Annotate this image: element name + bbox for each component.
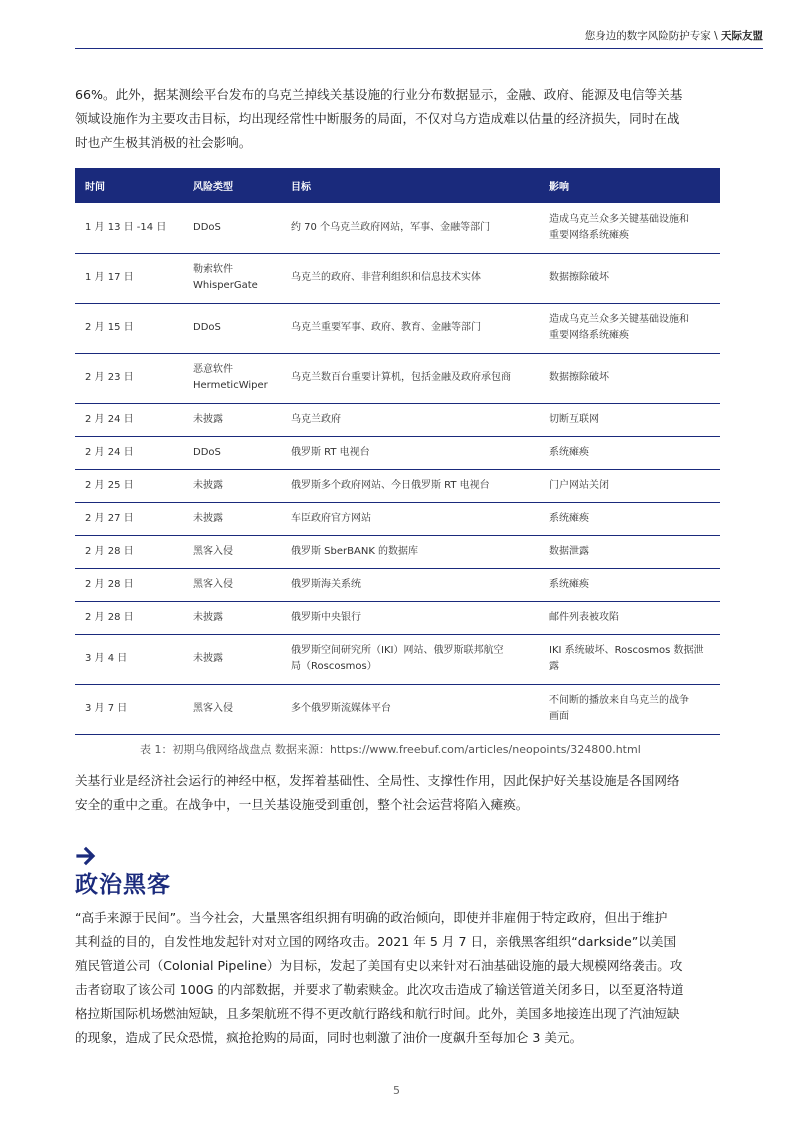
cell-date: 1 月 13 日 -14 日: [75, 203, 183, 253]
cell-date: 2 月 28 日: [75, 601, 183, 634]
cell-impact: [539, 469, 720, 502]
cell-impact: [539, 253, 720, 303]
table-row: [75, 403, 720, 436]
cell-line: 乌克兰政府: [291, 413, 341, 425]
cell-risk-type: [183, 535, 281, 568]
cell-risk-type: [183, 502, 281, 535]
cell-risk-type: [183, 436, 281, 469]
table-caption: 表 1：初期乌俄网络战盘点 数据来源：https://www.freebuf.com/articles/neopoints/324800.html: [140, 743, 641, 756]
cell-date: 2 月 28 日: [75, 535, 183, 568]
cell-line: 俄罗斯海关系统: [291, 578, 361, 590]
cell-risk-type: [183, 253, 281, 303]
cell-line: HermeticWiper: [193, 380, 268, 391]
cell-date: 2 月 15 日: [75, 303, 183, 353]
cell-date: 2 月 25 日: [75, 469, 183, 502]
cell-line: 俄罗斯中央银行: [291, 611, 361, 623]
cell-impact: [539, 634, 720, 684]
cell-line: 未披露: [193, 479, 223, 491]
cell-target: [281, 535, 539, 568]
cell-impact: [539, 203, 720, 253]
cell-date: 2 月 27 日: [75, 502, 183, 535]
section-line: 格拉斯国际机场燃油短缺，且多架航班不得不更改航行路线和航行时间。此外，美国多地接连出现了汽油短缺: [75, 1006, 680, 1021]
intro-line: 领域设施作为主要攻击目标，均出现经常性中断服务的局面，不仅对乌方造成难以估量的经济损失，同时在战: [75, 111, 680, 126]
section-line: 的现象，造成了民众恐慌，疯抢抢购的局面，同时也刺激了油价一度飙升至每加仑 3 美元。: [75, 1030, 583, 1045]
cell-line: 重要网络系统瘫痪: [549, 330, 629, 341]
cell-line: 门户网站关闭: [549, 479, 609, 491]
cell-target: [281, 253, 539, 303]
table-row: [75, 303, 720, 353]
cell-impact: [539, 684, 720, 734]
intro-line: 66%。此外，据某测绘平台发布的乌克兰掉线关基设施的行业分布数据显示，金融、政府、能源及电信等关基: [75, 87, 683, 102]
cell-line: 数据泄露: [549, 545, 589, 557]
cell-target: [281, 469, 539, 502]
header-divider: [75, 48, 763, 49]
cell-line: 未披露: [193, 653, 223, 664]
cell-line: 系统瘫痪: [549, 446, 589, 458]
cell-target: [281, 203, 539, 253]
cell-impact: [539, 535, 720, 568]
table-row: [75, 601, 720, 634]
cell-risk-type: [183, 353, 281, 403]
cell-target: [281, 353, 539, 403]
cell-date: 2 月 24 日: [75, 403, 183, 436]
cell-line: 车臣政府官方网站: [291, 512, 371, 524]
cell-line: 未披露: [193, 413, 223, 425]
cell-line: 系统瘫痪: [549, 578, 589, 590]
section-line: “高手来源于民间”。当今社会，大量黑客组织拥有明确的政治倾向，即使并非雇佣于特定政府，但出于维护: [75, 910, 668, 925]
header-brand: 天际友盟: [721, 30, 763, 42]
cell-line: 未披露: [193, 611, 223, 623]
table-row: [75, 203, 720, 253]
cell-line: 露: [549, 661, 559, 672]
cell-target: [281, 502, 539, 535]
cell-line: 乌克兰的政府、非营利组织和信息技术实体: [291, 272, 481, 283]
table-row: [75, 535, 720, 568]
cell-line: 乌克兰重要军事、政府、教育、金融等部门: [291, 322, 481, 333]
cell-line: 俄罗斯 SberBANK 的数据库: [291, 545, 419, 557]
table-row: [75, 634, 720, 684]
section-line: 其利益的目的，自发性地发起针对对立国的网络攻击。2021 年 5 月 7 日，亲俄黑客组织“darkside”以美国: [75, 934, 677, 949]
cell-line: 恶意软件: [193, 364, 233, 375]
cell-line: DDoS: [193, 322, 221, 333]
cell-line: 乌克兰数百台重要计算机，包括金融及政府承包商: [291, 372, 511, 383]
cell-impact: [539, 436, 720, 469]
column-header-target: 目标: [281, 168, 539, 203]
cell-line: 俄罗斯多个政府网站、今日俄罗斯 RT 电视台: [291, 479, 490, 491]
cell-line: 黑客入侵: [193, 578, 233, 590]
cell-date: 3 月 7 日: [75, 684, 183, 734]
cell-impact: [539, 403, 720, 436]
cell-line: 俄罗斯 RT 电视台: [291, 446, 370, 458]
cell-line: 黑客入侵: [193, 545, 233, 557]
cell-impact: [539, 568, 720, 601]
cell-risk-type: [183, 634, 281, 684]
column-header-impact: 影响: [539, 168, 720, 203]
table-row: [75, 436, 720, 469]
cell-line: 不间断的播放来自乌克兰的战争: [549, 695, 689, 706]
table-row: [75, 568, 720, 601]
cell-risk-type: [183, 403, 281, 436]
cell-date: 1 月 17 日: [75, 253, 183, 303]
cyberwar-events-table: [75, 168, 720, 735]
middle-paragraph: [75, 769, 720, 817]
cell-line: 造成乌克兰众多关键基础设施和: [549, 314, 689, 325]
cell-risk-type: [183, 684, 281, 734]
cell-risk-type: [183, 469, 281, 502]
cell-date: 2 月 24 日: [75, 436, 183, 469]
cell-date: 3 月 4 日: [75, 634, 183, 684]
cell-date: 2 月 28 日: [75, 568, 183, 601]
cell-target: [281, 601, 539, 634]
cell-target: [281, 303, 539, 353]
cell-line: 数据擦除破坏: [549, 372, 609, 383]
cell-line: 数据擦除破坏: [549, 272, 609, 283]
cell-impact: [539, 353, 720, 403]
section-line: 击者窃取了该公司 100G 的内部数据，并要求了勒索赎金。此次攻击造成了输送管道关闭多日，以至夏洛特道: [75, 982, 684, 997]
cell-risk-type: [183, 203, 281, 253]
cell-target: [281, 634, 539, 684]
cell-impact: [539, 303, 720, 353]
column-header-risk-type: 风险类型: [183, 168, 281, 203]
page-number: 5: [393, 1084, 400, 1097]
cell-line: 黑客入侵: [193, 703, 233, 714]
table-row: [75, 684, 720, 734]
table-row: [75, 353, 720, 403]
cell-line: 多个俄罗斯流媒体平台: [291, 703, 391, 714]
column-header-date: 时间: [75, 168, 183, 203]
table-row: [75, 469, 720, 502]
cell-line: WhisperGate: [193, 280, 258, 291]
cell-impact: [539, 502, 720, 535]
table-row: [75, 253, 720, 303]
cell-line: 重要网络系统瘫痪: [549, 229, 629, 241]
intro-paragraph: [75, 83, 720, 155]
middle-line: 安全的重中之重。在战争中，一旦关基设施受到重创，整个社会运营将陷入瘫痪。: [75, 797, 529, 812]
cell-risk-type: [183, 601, 281, 634]
cell-line: 未披露: [193, 512, 223, 524]
cell-line: DDoS: [193, 446, 221, 458]
middle-line: 关基行业是经济社会运行的神经中枢，发挥着基础性、全局性、支撑性作用，因此保护好关基设施是各国网络: [75, 773, 680, 788]
page-header: [0, 0, 793, 48]
cell-risk-type: [183, 303, 281, 353]
cell-target: [281, 436, 539, 469]
cell-risk-type: [183, 568, 281, 601]
cell-target: [281, 403, 539, 436]
cell-date: 2 月 23 日: [75, 353, 183, 403]
cell-line: 邮件列表被攻陷: [549, 611, 619, 623]
header-tagline: [585, 28, 763, 43]
arrow-right-icon: [75, 845, 97, 867]
cell-target: [281, 568, 539, 601]
header-tagline-text: 您身边的数字风险防护专家 \: [584, 30, 721, 42]
table-row: [75, 502, 720, 535]
table-header-row: [75, 168, 720, 203]
section-title: 政治黑客: [75, 872, 171, 898]
cell-line: 局（Roscosmos）: [291, 661, 377, 672]
cell-line: 勒索软件: [193, 264, 233, 275]
cell-line: 造成乌克兰众多关键基础设施和: [549, 213, 689, 225]
cell-line: 俄罗斯空间研究所（IKI）网站、俄罗斯联邦航空: [291, 645, 504, 656]
cell-line: 切断互联网: [549, 413, 599, 425]
cell-impact: [539, 601, 720, 634]
cell-target: [281, 684, 539, 734]
cell-line: 约 70 个乌克兰政府网站，军事、金融等部门: [291, 221, 491, 233]
section-paragraph: [75, 906, 720, 1050]
cell-line: 画面: [549, 711, 569, 722]
section-line: 殖民管道公司（Colonial Pipeline）为目标，发起了美国有史以来针对石油基础设施的最大规模网络袭击。攻: [75, 958, 683, 973]
cell-line: IKI 系统破坏、Roscosmos 数据泄: [549, 645, 704, 656]
cell-line: 系统瘫痪: [549, 512, 589, 524]
cell-line: DDoS: [193, 221, 221, 233]
intro-line: 时也产生极其消极的社会影响。: [75, 135, 252, 150]
